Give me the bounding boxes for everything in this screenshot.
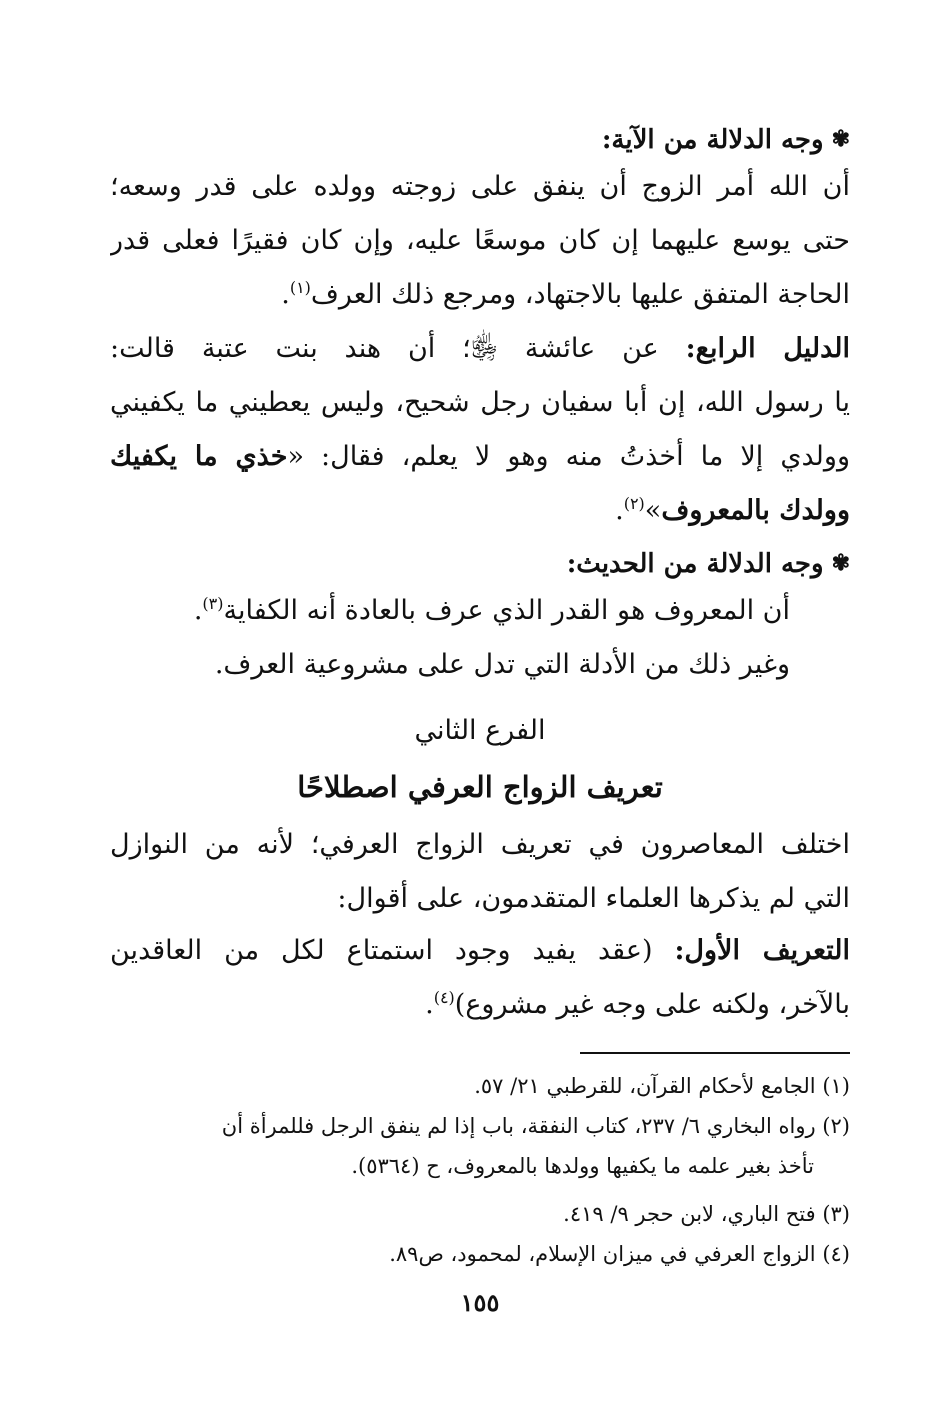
paragraph-line: الدليل الرابع: عن عائشة ﵂؛ أن هند بنت عتبة قالت: <box>110 333 850 364</box>
paragraph-line: حتى يوسع عليهما إن كان موسعًا عليه، وإن كان فقيرًا فعلى قدر <box>110 225 850 256</box>
evidence-label: الدليل الرابع: <box>685 333 850 364</box>
definition-label: التعريف الأول: <box>674 935 850 966</box>
paragraph-line: الحاجة المتفق عليها بالاجتهاد، ومرجع ذلك العرف$^{(١)}$. <box>281 278 850 310</box>
section-title: تعريف الزواج العرفي اصطلاحًا <box>297 770 663 804</box>
paragraph-line: أن الله أمر الزوج أن ينفق على زوجته وولده على قدر وسعه؛ <box>110 171 850 202</box>
flower-ornament-icon: ✾ <box>831 126 850 152</box>
paragraph-line: وغير ذلك من الأدلة التي تدل على مشروعية العرف. <box>214 649 790 680</box>
paragraph-line: أن المعروف هو القدر الذي عرف بالعادة أنه الكفاية$^{(٣)}$. <box>193 594 790 626</box>
section-label: الفرع الثاني <box>414 715 546 746</box>
footnote-ref: (٣) <box>202 594 224 613</box>
footnote-ref: (٢) <box>623 494 645 513</box>
paragraph-line: التي لم يذكرها العلماء المتقدمون، على أقوال: <box>337 883 850 914</box>
heading-verse-evidence: ✾وجه الدلالة من الآية: <box>110 112 850 166</box>
footnote-separator <box>580 1052 850 1054</box>
paragraph-line: بالآخر، ولكنه على وجه غير مشروع)$^{(٤)}$. <box>425 988 850 1020</box>
flower-ornament-icon: ✾ <box>831 550 850 576</box>
paragraph-line: وولدك بالمعروف»$^{(٢)}$. <box>615 494 850 526</box>
footnote-ref: (٤) <box>433 988 455 1007</box>
heading-hadith-evidence: ✾وجه الدلالة من الحديث: <box>110 536 850 590</box>
page-number: ١٥٥ <box>460 1288 500 1317</box>
footnote: (٢) رواه البخاري ٦/ ٢٣٧، كتاب النفقة، باب إذا لم ينفق الرجل فللمرأة أن <box>221 1114 850 1138</box>
paragraph-line: وولدي إلا ما أخذتُ منه وهو لا يعلم، فقال: «خذي ما يكفيك <box>110 441 850 472</box>
footnote: (٣) فتح الباري، لابن حجر ٩/ ٤١٩. <box>563 1202 850 1226</box>
footnote-ref: (١) <box>289 278 311 297</box>
footnote: تأخذ بغير علمه ما يكفيها وولدها بالمعروف، ح (٥٣٦٤). <box>351 1154 814 1178</box>
paragraph-line: يا رسول الله، إن أبا سفيان رجل شحيح، وليس يعطيني ما يكفيني <box>110 387 850 418</box>
paragraph-line: التعريف الأول: (عقد يفيد وجود استمتاع لكل من العاقدين <box>110 935 850 966</box>
footnote: (٤) الزواج العرفي في ميزان الإسلام، لمحمود، ص٨٩. <box>389 1242 850 1266</box>
paragraph-line: اختلف المعاصرون في تعريف الزواج العرفي؛ لأنه من النوازل <box>110 829 850 860</box>
footnote: (١) الجامع لأحكام القرآن، للقرطبي ٢١/ ٥٧. <box>474 1074 850 1098</box>
